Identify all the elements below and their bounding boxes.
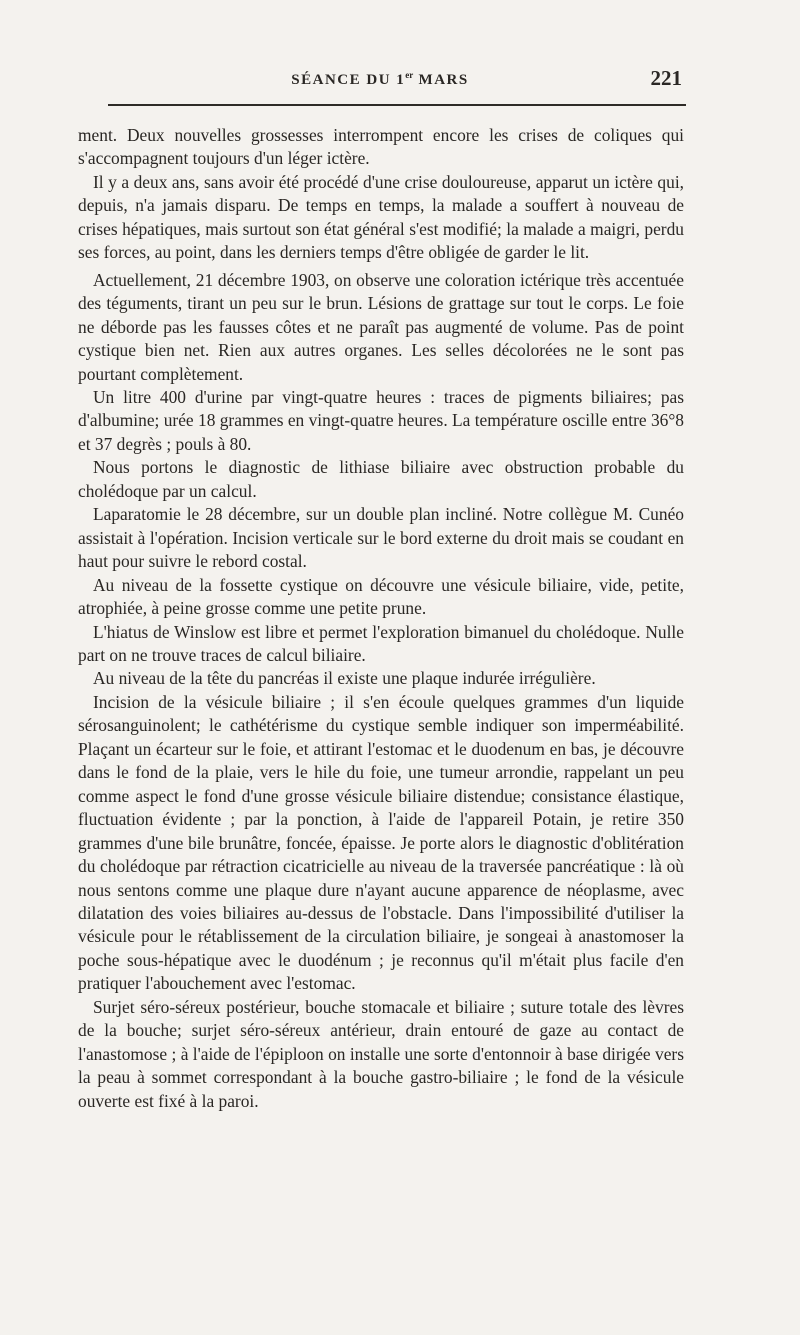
paragraph: Au niveau de la fossette cystique on découvre une vésicule biliaire, vide, petite, atrophiée, à peine grosse comme une petite prune. xyxy=(78,574,684,619)
title-superscript: er xyxy=(405,70,414,80)
paragraph: Nous portons le diagnostic de lithiase biliaire avec obstruction probable du cholédoque par un calcul. xyxy=(78,457,684,501)
paragraph: Il y a deux ans, sans avoir été procédé d'une crise douloureuse, apparut un ictère qui, depuis, n'a jamais disparu. De temps en temps, la malade a souffert à nouveau de crises hépatiques, mais surtout son état général s'est modifié; la malade a maigri, perdu ses forces, au point, dans les derniers temps d'être obligée de garder le lit. xyxy=(78,171,684,263)
paragraph: Surjet séro-séreux postérieur, bouche stomacale et biliaire ; suture totale des lèvres de la bouche; surjet séro-séreux antérieur, drain entouré de gaze au contact de l'anastomose ; à l'aide de l'épiploon on installe une sorte d'entonnoir à base dirigée vers la peau à sommet correspondant à la bouche gastro-biliaire ; le fond de la vésicule ouverte est fixé à la paroi. xyxy=(78,996,684,1111)
header-rule xyxy=(108,104,686,106)
paragraph: Un litre 400 d'urine par vingt-quatre heures : traces de pigments biliaires; pas d'albumine; urée 18 grammes en vingt-quatre heures. La température oscille entre 36°8 et 37 degrès ; pouls à 80. xyxy=(78,386,684,454)
running-title xyxy=(0,70,760,89)
paragraph: Actuellement, 21 décembre 1903, on observe une coloration ictérique très accentuée des téguments, tirant un peu sur le brun. Lésions de grattage sur tout le corps. Le foie ne déborde pas les fausses côtes et ne paraît pas augmenté de volume. Pas de point cystique bien net. Rien aux autres organes. Les selles décolorées ne le sont pas pourtant complètement. xyxy=(78,269,684,384)
paragraph: Incision de la vésicule biliaire ; il s'en écoule quelques grammes d'un liquide sérosanguinolent; le cathétérisme du cystique semble indiquer son imperméabilité. Plaçant un écarteur sur le foie, et attirant l'estomac et le duodenum en bas, je découvre dans le fond de la plaie, vers le hile du foie, une tumeur arrondie, rappelant un peu comme aspect le fond d'une grosse vésicule biliaire distendue; consistance élastique, fluctuation évidente ; par la ponction, à l'aide de l'appareil Potain, je retire 350 grammes d'une bile brunâtre, foncée, épaisse. Je porte alors le diagnostic d'oblitération du cholédoque par rétraction cicatricielle au niveau de la traversée pancréatique : là où nous sentons comme une plaque dure n'ayant aucune apparence de néoplasme, avec dilatation des voies biliaires au-dessus de l'obstacle. Dans l'impossibilité d'utiliser la vésicule pour le rétablissement de la circulation biliaire, je songeai à anastomoser la poche sous-hépatique avec le duodénum ; je reconnus qu'il m'était plus facile d'en pratiquer l'abouchement avec l'estomac. xyxy=(78,691,684,994)
body-text xyxy=(78,124,684,1113)
page-number: 221 xyxy=(650,66,682,90)
paragraph: ment. Deux nouvelles grossesses interrompent encore les crises de coliques qui s'accompagnent toujours d'un léger ictère. xyxy=(78,125,684,169)
paragraph: Au niveau de la tête du pancréas il existe une plaque indurée irrégulière. xyxy=(93,668,596,689)
title-text: SÉANCE DU 1 xyxy=(291,72,406,88)
paragraph: Laparatomie le 28 décembre, sur un double plan incliné. Notre collègue M. Cunéo assistait à l'opération. Incision verticale sur le bord externe du droit mais se coudant en haut pour suivre le rebord costal. xyxy=(78,504,684,572)
title-month: MARS xyxy=(413,72,469,88)
paragraph: L'hiatus de Winslow est libre et permet l'exploration bimanuel du cholédoque. Nulle part on ne trouve traces de calcul biliaire. xyxy=(78,621,684,665)
running-header xyxy=(0,66,800,96)
